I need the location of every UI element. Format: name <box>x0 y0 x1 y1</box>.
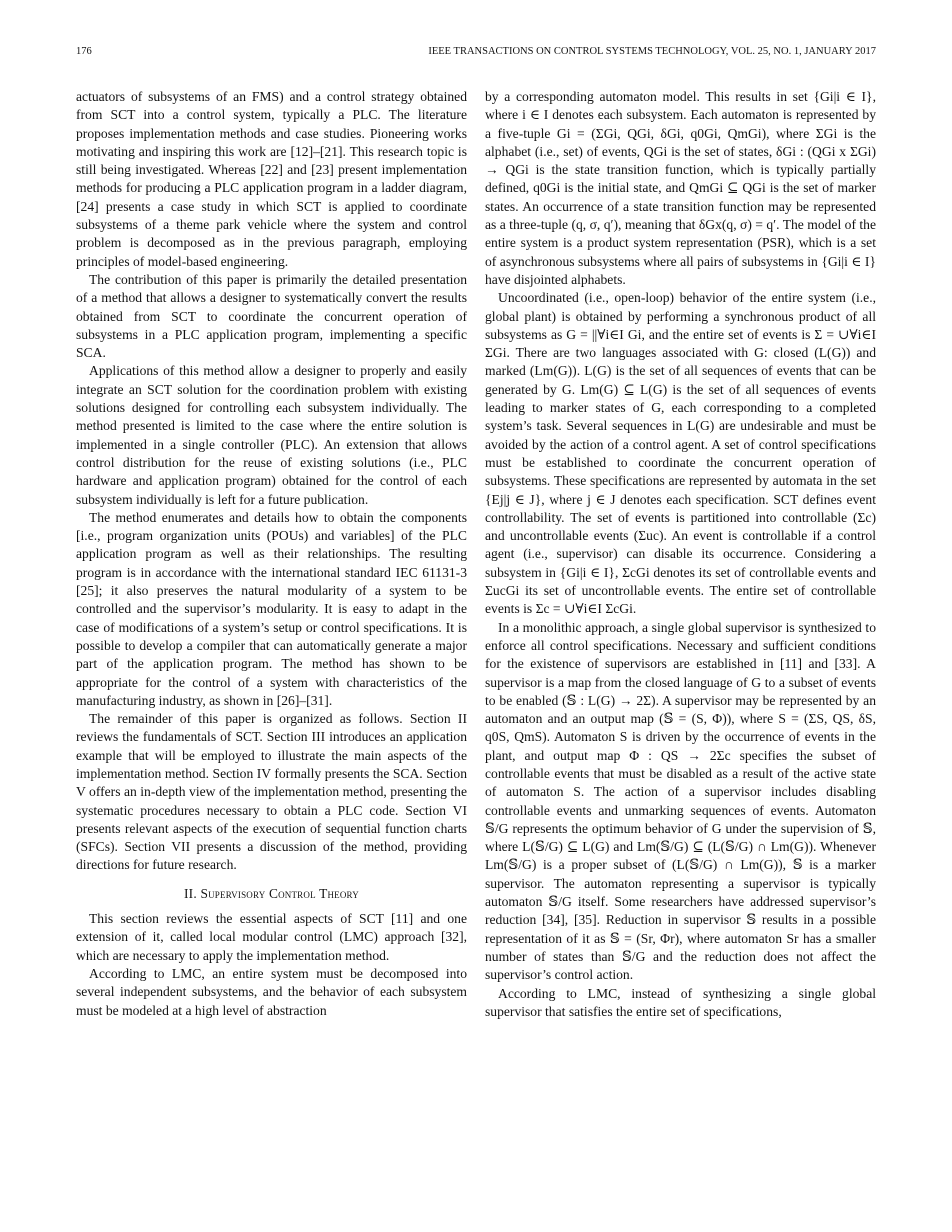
paragraph: The remainder of this paper is organized as follows. Section II reviews the fundamentals of SCT. Section III introduces an application example that will be employed to illustrate the main aspects of the implementation method. Section IV formally presents the SCA. Section V offers an in-depth view of the implementation method, presenting the systematic procedures necessary to obtain a PLC code. Section VI presents relevant aspects of the execution of sequential function charts (SFCs). Section VII presents a discussion of the method, providing directions for future research. <box>76 711 467 873</box>
section-number: II. <box>184 885 197 901</box>
right-column <box>485 88 876 1021</box>
paragraph: Uncoordinated (i.e., open-loop) behavior of the entire system (i.e., global plant) is obtained by performing a synchronous product of all subsystems as G = ||∀i∈I Gi, and the entire set of events is Σ = ∪∀i∈I ΣGi. There are two languages associated with G: closed (L(G)) and marked (Lm(G)). L(G) is the set of all sequences of events that can be generated by G. Lm(G) ⊆ L(G) is the set of all sequences of events leading to marker states of G, each corresponding to a completed system’s task. Several sequences in L(G) are undesirable and must be avoided by the action of a control agent. A set of control specifications must be established to coordinate the concurrent operation of subsystems. These specifications are represented by automata in the set {Ej|j ∈ J}, where j ∈ J denotes each specification. SCT defines event controllability. The set of events is partitioned into controllable (Σc) and uncontrollable events (Σuc). An event is controllable if a control agent (i.e., supervisor) can disable its occurrence. Considering a subsystem in {Gi|i ∈ I}, ΣcGi denotes its set of controllable events and ΣucGi its set of uncontrollable events. The entire set of controllable events is Σc = ∪∀i∈I ΣcGi. <box>485 290 876 617</box>
paragraph: actuators of subsystems of an FMS) and a control strategy obtained from SCT into a control system, typically a PLC. The literature proposes implementation methods and case studies. Pioneering works motivating and inspiring this work are [12]–[21]. This research topic is still being investigated. Whereas [22] and [23] present implementation methods for producing a PLC application program in a ladder diagram, [24] presents a case study in which SCT is applied to coordinate subsystems of a theme park vehicle where the system and control problem is decomposed as in the previous paragraph, employing principles of model-based engineering. <box>76 89 467 269</box>
page-header <box>76 46 876 60</box>
paragraph: This section reviews the essential aspects of SCT [11] and one extension of it, called local modular control (LMC) approach [32], which are necessary to apply the implementation method. <box>76 911 467 963</box>
section-heading <box>76 885 467 903</box>
paragraph: According to LMC, an entire system must be decomposed into several independent subsystems, and the behavior of each subsystem must be modeled at a high level of abstraction <box>76 965 467 1018</box>
paragraph: The contribution of this paper is primarily the detailed presentation of a method that allows a designer to systematically convert the results obtained from SCT to coordinate the concurrent operation of subsystems in a PLC application program, implementing a specific SCA. <box>76 271 467 361</box>
paragraph: According to LMC, instead of synthesizing a single global supervisor that satisfies the entire set of specifications, <box>485 985 876 1019</box>
left-column <box>76 88 467 1020</box>
paragraph: Applications of this method allow a designer to properly and easily integrate an SCT solution for the coordination problem with existing solutions designed for controlling each subsystem individually. The method presented is limited to the case where the entire solution is implemented in a single controller (PLC). An extension that allows control distribution for the reuse of existing solutions (i.e., PLC hardware and application program) obtained for the control of each subsystem individually is left for a future publication. <box>76 363 467 507</box>
paragraph: The method enumerates and details how to obtain the components [i.e., program organization units (POUs) and variables] of the PLC application program as well as their relationships. The resulting program is in accordance with the international standard IEC 61131-3 [25]; it also preserves the natural modularity of a system to be controlled and the supervisor’s modularity. It is easy to adapt in the case of modifications of a system’s setup or control specifications. It is possible to develop a compiler that can automatically generate a major part of the application program. The method has shown to be appropriate for the control of a system with characteristics of the manufacturing industry, as shown in [26]–[31]. <box>76 509 467 708</box>
page-number: 176 <box>76 46 92 57</box>
section-title: Supervisory Control Theory <box>200 885 359 901</box>
paragraph: by a corresponding automaton model. This results in set {Gi|i ∈ I}, where i ∈ I denotes each subsystem. Each automaton is represented by a five-tuple Gi = (ΣGi, QGi, δGi, q0Gi, QmGi), where ΣGi is the alphabet (i.e., set) of events, QGi is the set of states, δGi : (QGi x ΣGi) → QGi is the state transition function, which is typically partially defined, q0Gi is the initial state, and QmGi ⊆ QGi is the set of marker states. An occurrence of a state transition function may be represented as a three-tuple (q, σ, q′), meaning that δGx(q, σ) = q′. The model of the entire system is a product system representation (PSR), which is a set of asynchronous subsystems where all pairs of subsystems in {Gi|i ∈ I} have disjointed alphabets. <box>485 89 876 287</box>
paragraph: In a monolithic approach, a single global supervisor is synthesized to enforce all control specifications. Necessary and sufficient conditions for the existence of supervisors are established in [11] and [33]. A supervisor is a map from the closed language of G to a subset of events to be enabled (𝕊 : L(G) → 2Σ). A supervisor may be represented by an automaton and an output map (𝕊 = (S, Φ)), where S = (ΣS, QS, δS, q0S, QmS). Automaton S is driven by the occurrence of events in the plant, and output map Φ : QS → 2Σc specifies the subset of controllable events that must be disabled as a result of the active state of automaton S. The action of a supervisor includes disabling controllable events and unmarking sequences of events. Automaton 𝕊/G represents the optimum behavior of G under the supervision of 𝕊, where L(𝕊/G) ⊆ L(G) and Lm(𝕊/G) ⊆ (L(𝕊/G) ∩ Lm(G)). Whenever Lm(𝕊/G) is a proper subset of (L(𝕊/G) ∩ Lm(G)), 𝕊 is a marker supervisor. The automaton representing a supervisor is typically automaton 𝕊/G itself. Some researchers have addressed supervisor’s reduction [34], [35]. Reduction in supervisor 𝕊 results in a possible representation of it as 𝕊 = (Sr, Φr), where automaton Sr has a smaller number of states than 𝕊/G and the reduction does not affect the supervisor’s control action. <box>485 619 876 983</box>
journal-running-head: IEEE TRANSACTIONS ON CONTROL SYSTEMS TECHNOLOGY, VOL. 25, NO. 1, JANUARY 2017 <box>428 46 876 57</box>
